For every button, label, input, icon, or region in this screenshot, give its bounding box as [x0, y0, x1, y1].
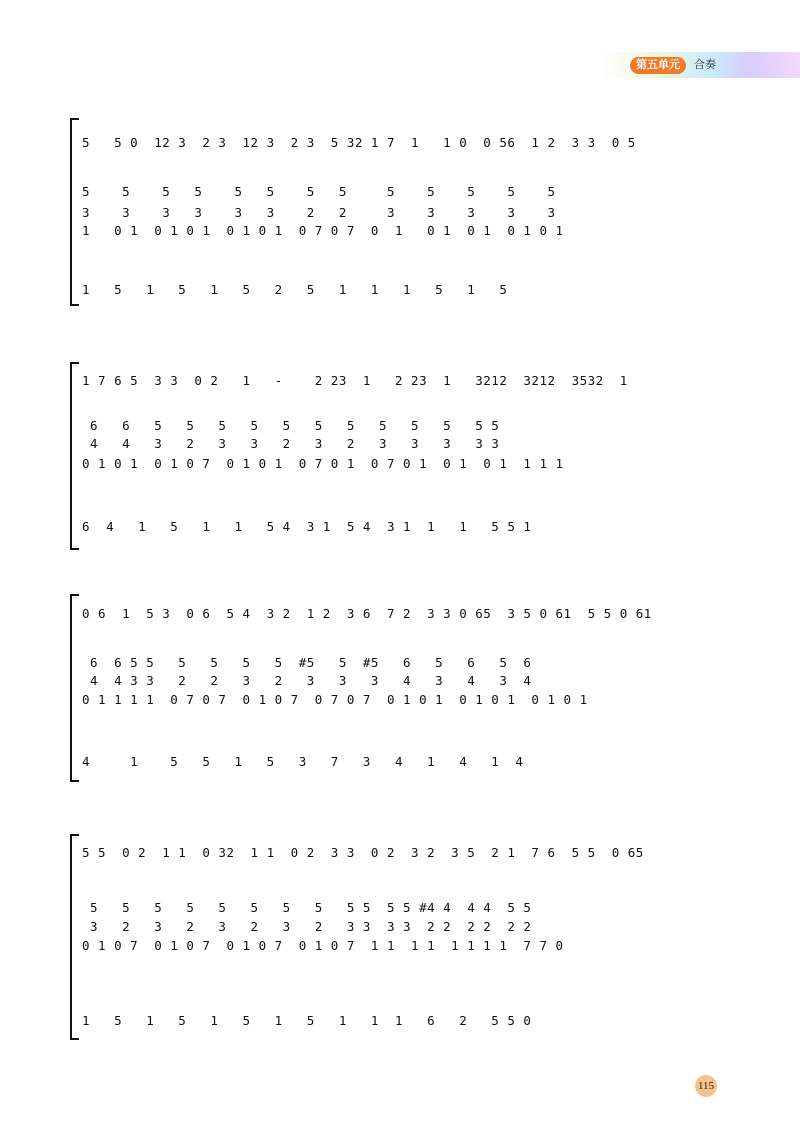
bass-line: 4 1 5 5 1 5 3 7 3 4 1 4 1 4 [82, 754, 524, 769]
harmony-line-top: 6 6 5 5 5 5 5 5 #5 5 #5 6 5 6 5 6 [82, 655, 532, 670]
score-system-4 [70, 834, 710, 1040]
bass-line: 1 5 1 5 1 5 1 5 1 1 1 6 2 5 5 0 [82, 1013, 532, 1028]
page-number: 115 [695, 1075, 717, 1097]
harmony-line-top: 6 6 5 5 5 5 5 5 5 5 5 5 5 5 [82, 418, 500, 433]
harmony-line-bottom: 0 1 1 1 1 0 7 0 7 0 1 0 7 0 7 0 7 0 1 0 1 0 1 0 1 0 1 0 1 [82, 692, 588, 707]
harmony-line-top: 5 5 5 5 5 5 5 5 5 5 5 5 5 [82, 184, 556, 199]
bass-line: 1 5 1 5 1 5 2 5 1 1 1 5 1 5 [82, 282, 508, 297]
harmony-line-bottom: 1 0 1 0 1 0 1 0 1 0 1 0 7 0 7 0 1 0 1 0 1 0 1 0 1 [82, 223, 564, 238]
system-brace [70, 118, 79, 306]
harmony-line-top: 5 5 5 5 5 5 5 5 5 5 5 5 #4 4 4 4 5 5 [82, 900, 532, 915]
melody-line: 5 5 0 2 1 1 0 32 1 1 0 2 3 3 0 2 3 2 3 5 2 1 7 6 5 5 0 65 [82, 845, 644, 860]
melody-line: 1 7 6 5 3 3 0 2 1 - 2 23 1 2 23 1 3212 3212 3532 1 [82, 373, 628, 388]
system-brace [70, 834, 79, 1040]
melody-line: 5 5 0 12 3 2 3 12 3 2 3 5 32 1 7 1 1 0 0 56 1 2 3 3 0 5 [82, 135, 636, 150]
system-brace [70, 362, 79, 550]
section-title: 合奏 [694, 59, 716, 71]
bass-line: 6 4 1 5 1 1 5 4 3 1 5 4 3 1 1 1 5 5 1 [82, 519, 532, 534]
harmony-line-bottom: 0 1 0 1 0 1 0 7 0 1 0 1 0 7 0 1 0 7 0 1 0 1 0 1 1 1 1 [82, 456, 564, 471]
melody-line: 0 6 1 5 3 0 6 5 4 3 2 1 2 3 6 7 2 3 3 0 65 3 5 0 61 5 5 0 61 [82, 606, 652, 621]
harmony-line-middle: 3 2 3 2 3 2 3 2 3 3 3 3 2 2 2 2 2 2 [82, 919, 532, 934]
harmony-line-middle: 3 3 3 3 3 3 2 2 3 3 3 3 3 [82, 205, 556, 220]
score-system-1 [70, 118, 710, 306]
harmony-line-middle: 4 4 3 2 3 3 2 3 2 3 3 3 3 3 [82, 436, 500, 451]
unit-badge: 第五单元 [630, 57, 686, 74]
system-brace [70, 594, 79, 782]
harmony-line-middle: 4 4 3 3 2 2 3 2 3 3 3 4 3 4 3 4 [82, 673, 532, 688]
score-system-2 [70, 362, 710, 550]
score-system-3 [70, 594, 710, 782]
harmony-line-bottom: 0 1 0 7 0 1 0 7 0 1 0 7 0 1 0 7 1 1 1 1 1 1 1 1 7 7 0 [82, 938, 564, 953]
